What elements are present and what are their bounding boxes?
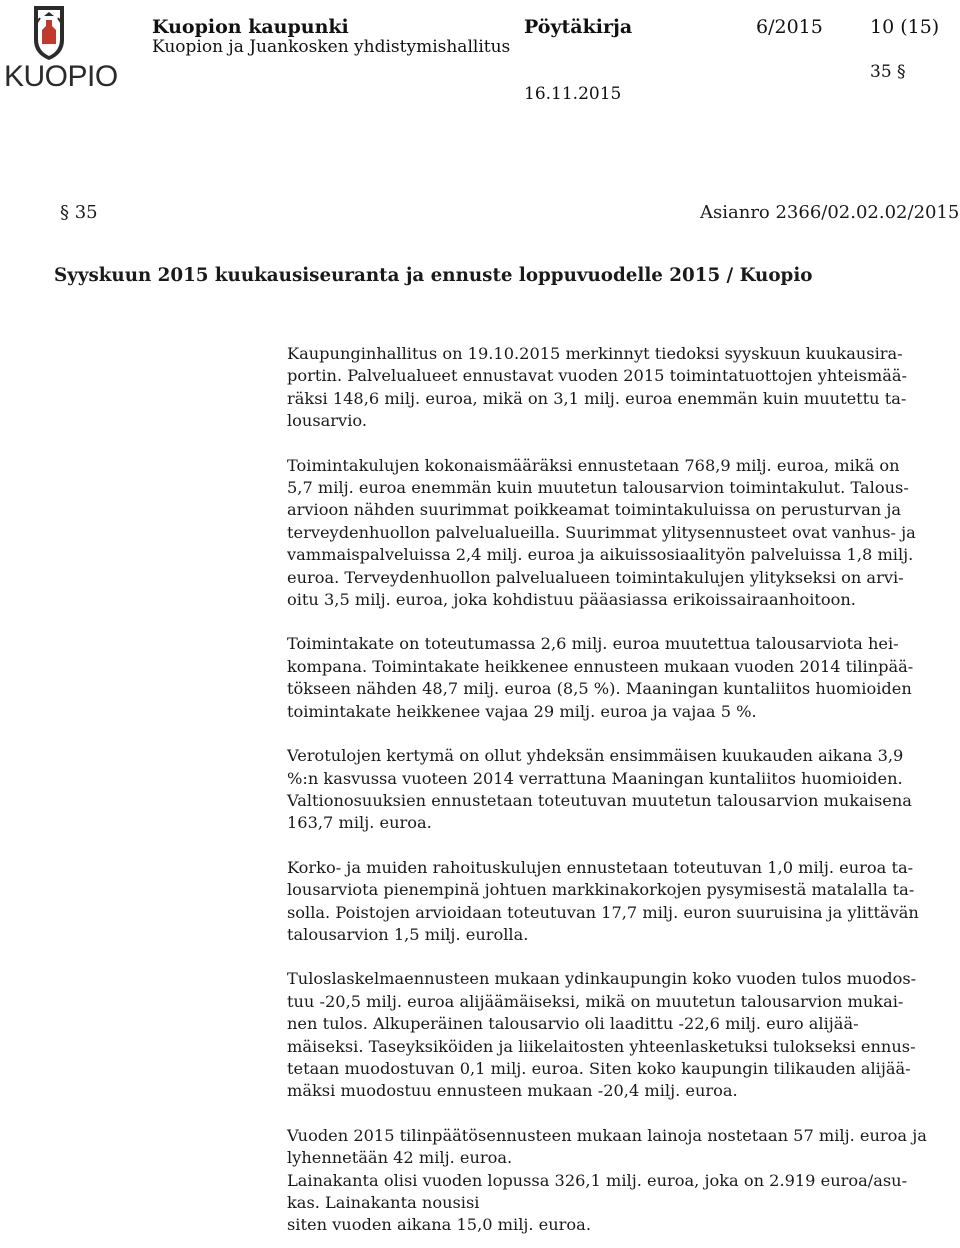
text-line: lyhennetään 42 milj. euroa. — [287, 1148, 513, 1168]
paragraph-2 — [287, 455, 957, 612]
paragraph-1 — [287, 343, 957, 433]
text-line: Vuoden 2015 tilinpäätösennusteen mukaan lainoja nostetaan 57 milj. euroa ja — [287, 1125, 927, 1145]
org-name: Kuopion kaupunki — [152, 16, 349, 38]
text-line: toimintakate heikkenee vajaa 29 milj. euroa ja vajaa 5 %. — [287, 701, 757, 721]
body-text — [287, 343, 957, 1237]
text-line: Lainakanta olisi vuoden lopussa 326,1 milj. euroa, joka on 2.919 euroa/asu- — [287, 1170, 908, 1190]
text-line: Valtionosuuksien ennustetaan toteutuvan muutetun talousarvion mukaisena — [287, 790, 912, 810]
paragraph-5 — [287, 857, 957, 947]
paragraph-3 — [287, 633, 957, 723]
doc-type: Pöytäkirja — [524, 16, 633, 38]
text-line: 163,7 milj. euroa. — [287, 813, 432, 833]
text-line: portin. Palvelualueet ennustavat vuoden 2015 toimintatuottojen yhteismää- — [287, 366, 907, 386]
text-line: nen tulos. Alkuperäinen talousarvio oli laadittu -22,6 milj. euro alijää- — [287, 1014, 859, 1034]
text-line: lousarvio. — [287, 411, 367, 431]
text-line: kompana. Toimintakate heikkenee ennusteen mukaan vuoden 2014 tilinpää- — [287, 656, 914, 676]
text-line: tökseen nähden 48,7 milj. euroa (8,5 %). Maaningan kuntaliitos huomioiden — [287, 679, 912, 699]
text-line: kas. Lainakanta nousisi — [287, 1193, 480, 1212]
paragraph-6 — [287, 968, 957, 1102]
text-line: räksi 148,6 milj. euroa, mikä on 3,1 milj. euroa enemmän kuin muutettu ta- — [287, 388, 907, 408]
text-line: 5,7 milj. euroa enemmän kuin muutetun talousarvion toimintakulut. Talous- — [287, 478, 909, 498]
text-line: Tuloslaskelmaennusteen mukaan ydinkaupungin koko vuoden tulos muodos- — [287, 969, 917, 989]
board-name: Kuopion ja Juankosken yhdistymishallitus — [152, 37, 511, 57]
case-number: Asianro 2366/02.02.02/2015 — [700, 202, 960, 223]
text-line: mäiseksi. Taseyksiköiden ja liikelaitosten yhteenlasketuksi tulokseksi ennus- — [287, 1036, 916, 1056]
doc-date: 16.11.2015 — [524, 84, 622, 104]
text-line: vammaispalveluissa 2,4 milj. euroa ja aikuissosiaalityön palveluissa 1,8 milj. — [287, 545, 914, 565]
text-line: tuu -20,5 milj. euroa alijäämäiseksi, mikä on muutetun talousarvion mukai- — [287, 991, 904, 1011]
text-line: mäksi muodostuu ennusteen mukaan -20,4 milj. euroa. — [287, 1081, 738, 1101]
text-line: Toimintakulujen kokonaismääräksi ennustetaan 768,9 milj. euroa, mikä on — [287, 455, 900, 475]
text-line: oitu 3,5 milj. euroa, joka kohdistuu pääasiassa erikoissairaanhoitoon. — [287, 590, 856, 610]
text-line: solla. Poistojen arvioidaan toteutuvan 17,7 milj. euron suuruisina ja ylittävän — [287, 902, 919, 922]
text-line: Korko- ja muiden rahoituskulujen ennustetaan toteutuvan 1,0 milj. euroa ta- — [287, 857, 914, 877]
section-ref: 35 § — [870, 62, 906, 82]
paragraph-4 — [287, 745, 957, 835]
text-line: lousarviota pienempinä johtuen markkinakorkojen pysymisestä matalalla ta- — [287, 880, 915, 900]
text-line: euroa. Terveydenhuollon palvelualueen toimintakulujen ylitykseksi on arvi- — [287, 567, 904, 587]
text-line: arvioon nähden suurimmat poikkeamat toimintakuluissa on perusturvan ja — [287, 500, 902, 520]
logo-text: KUOPIO — [4, 60, 118, 93]
paragraph-7 — [287, 1125, 957, 1237]
section-number: § 35 — [60, 202, 98, 223]
kuopio-logo — [2, 2, 118, 93]
text-line: Verotulojen kertymä on ollut yhdeksän ensimmäisen kuukauden aikana 3,9 — [287, 746, 904, 766]
page-info: 10 (15) — [870, 16, 940, 38]
text-line: terveydenhuollon palvelualueilla. Suurimmat ylitysennusteet ovat vanhus- ja — [287, 522, 916, 542]
text-line: Toimintakate on toteutumassa 2,6 milj. euroa muutettua talousarviota hei- — [287, 634, 899, 654]
text-line: talousarvion 1,5 milj. eurolla. — [287, 924, 529, 944]
text-line: tetaan muodostuvan 0,1 milj. euroa. Siten koko kaupungin tilikauden alijää- — [287, 1058, 911, 1078]
text-line: Kaupunginhallitus on 19.10.2015 merkinnyt tiedoksi syyskuun kuukausira- — [287, 344, 903, 363]
text-line: %:n kasvussa vuoteen 2014 verrattuna Maaningan kuntaliitos huomioiden. — [287, 768, 903, 788]
doc-number: 6/2015 — [756, 16, 823, 38]
text-line: siten vuoden aikana 15,0 milj. euroa. — [287, 1215, 591, 1235]
section-title: Syyskuun 2015 kuukausiseuranta ja ennuste loppuvuodelle 2015 / Kuopio — [54, 265, 813, 286]
